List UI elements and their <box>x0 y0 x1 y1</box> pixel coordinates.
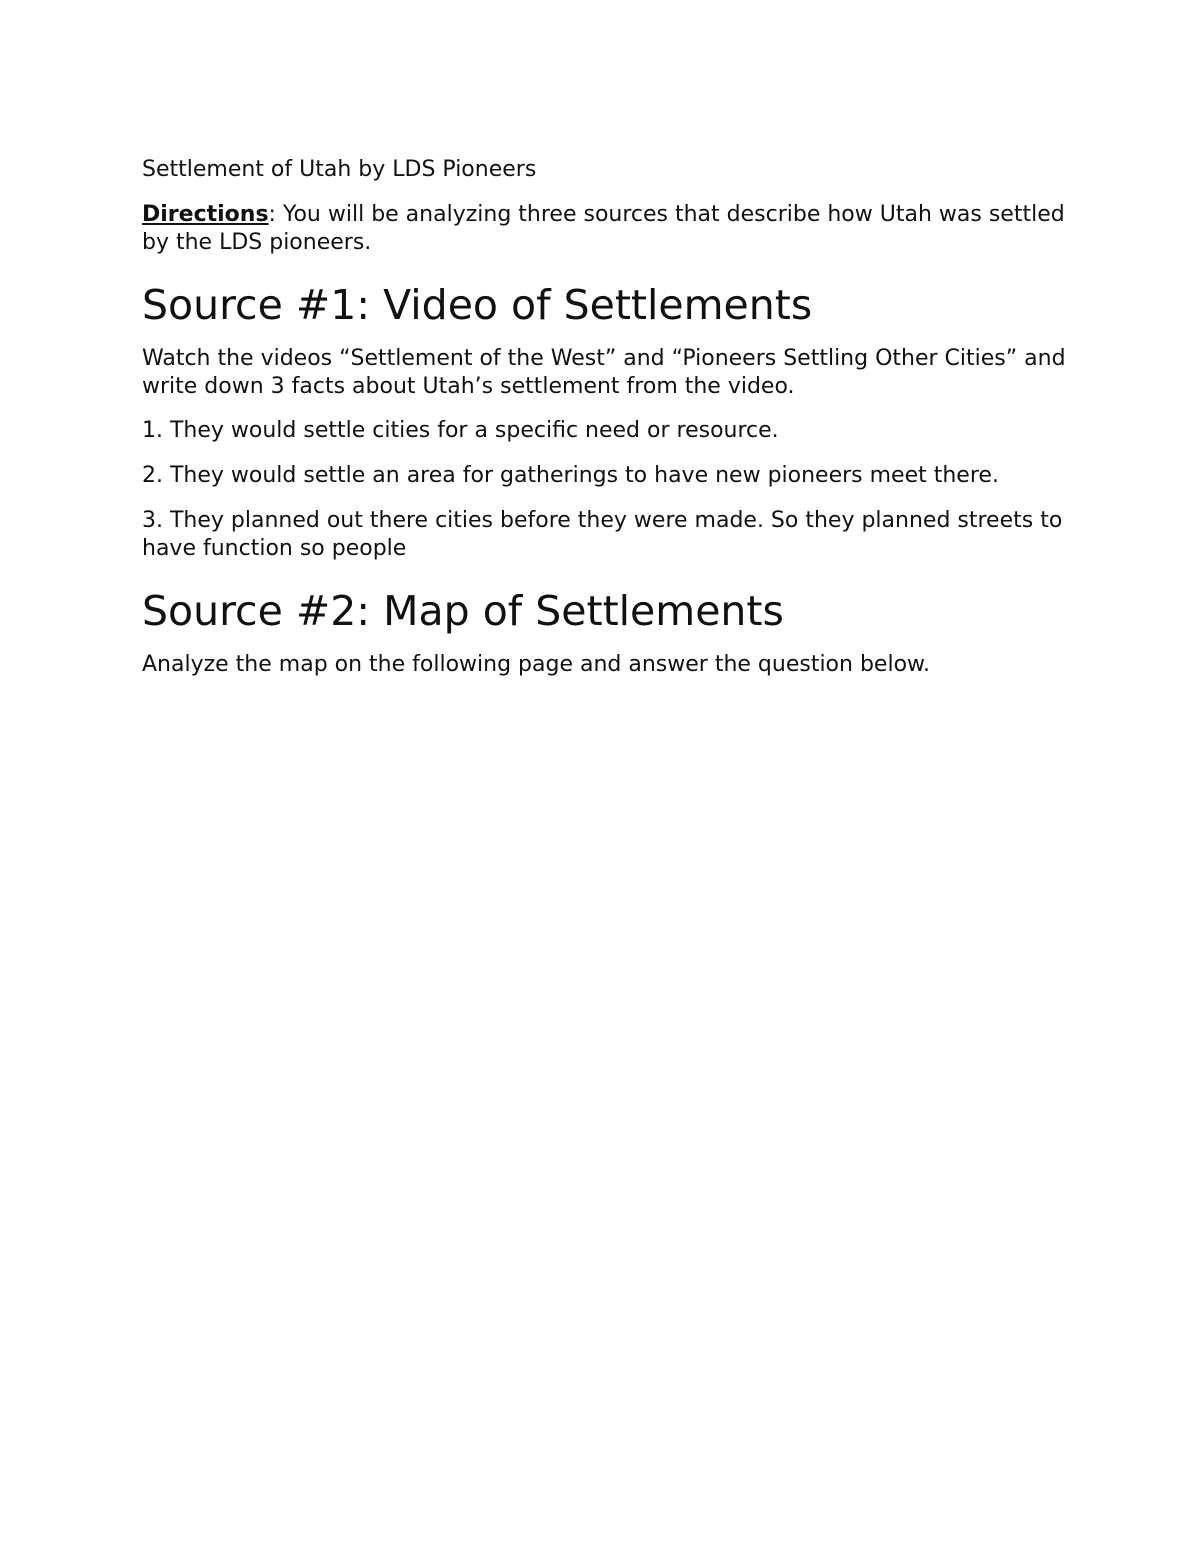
document-title: Settlement of Utah by LDS Pioneers <box>142 157 537 182</box>
fact-2: 2. They would settle an area for gatherings to have new pioneers meet there. <box>142 463 999 488</box>
source-2-instructions: Analyze the map on the following page and answer the question below. <box>142 652 930 677</box>
source-2-heading: Source #2: Map of Settlements <box>142 587 784 635</box>
directions-label: Directions <box>142 202 269 227</box>
directions-paragraph <box>142 201 1082 257</box>
fact-3: 3. They planned out there cities before they were made. So they planned streets to have function so people <box>142 508 1063 561</box>
source-1-instructions: Watch the videos “Settlement of the West” and “Pioneers Settling Other Cities” and write down 3 facts about Utah’s settlement from the video. <box>142 346 1066 399</box>
directions-text: : You will be analyzing three sources that describe how Utah was settled by the LDS pioneers. <box>142 202 1065 255</box>
fact-1: 1. They would settle cities for a specific need or resource. <box>142 418 779 443</box>
document-body <box>142 156 1082 695</box>
source-1-heading: Source #1: Video of Settlements <box>142 281 813 329</box>
